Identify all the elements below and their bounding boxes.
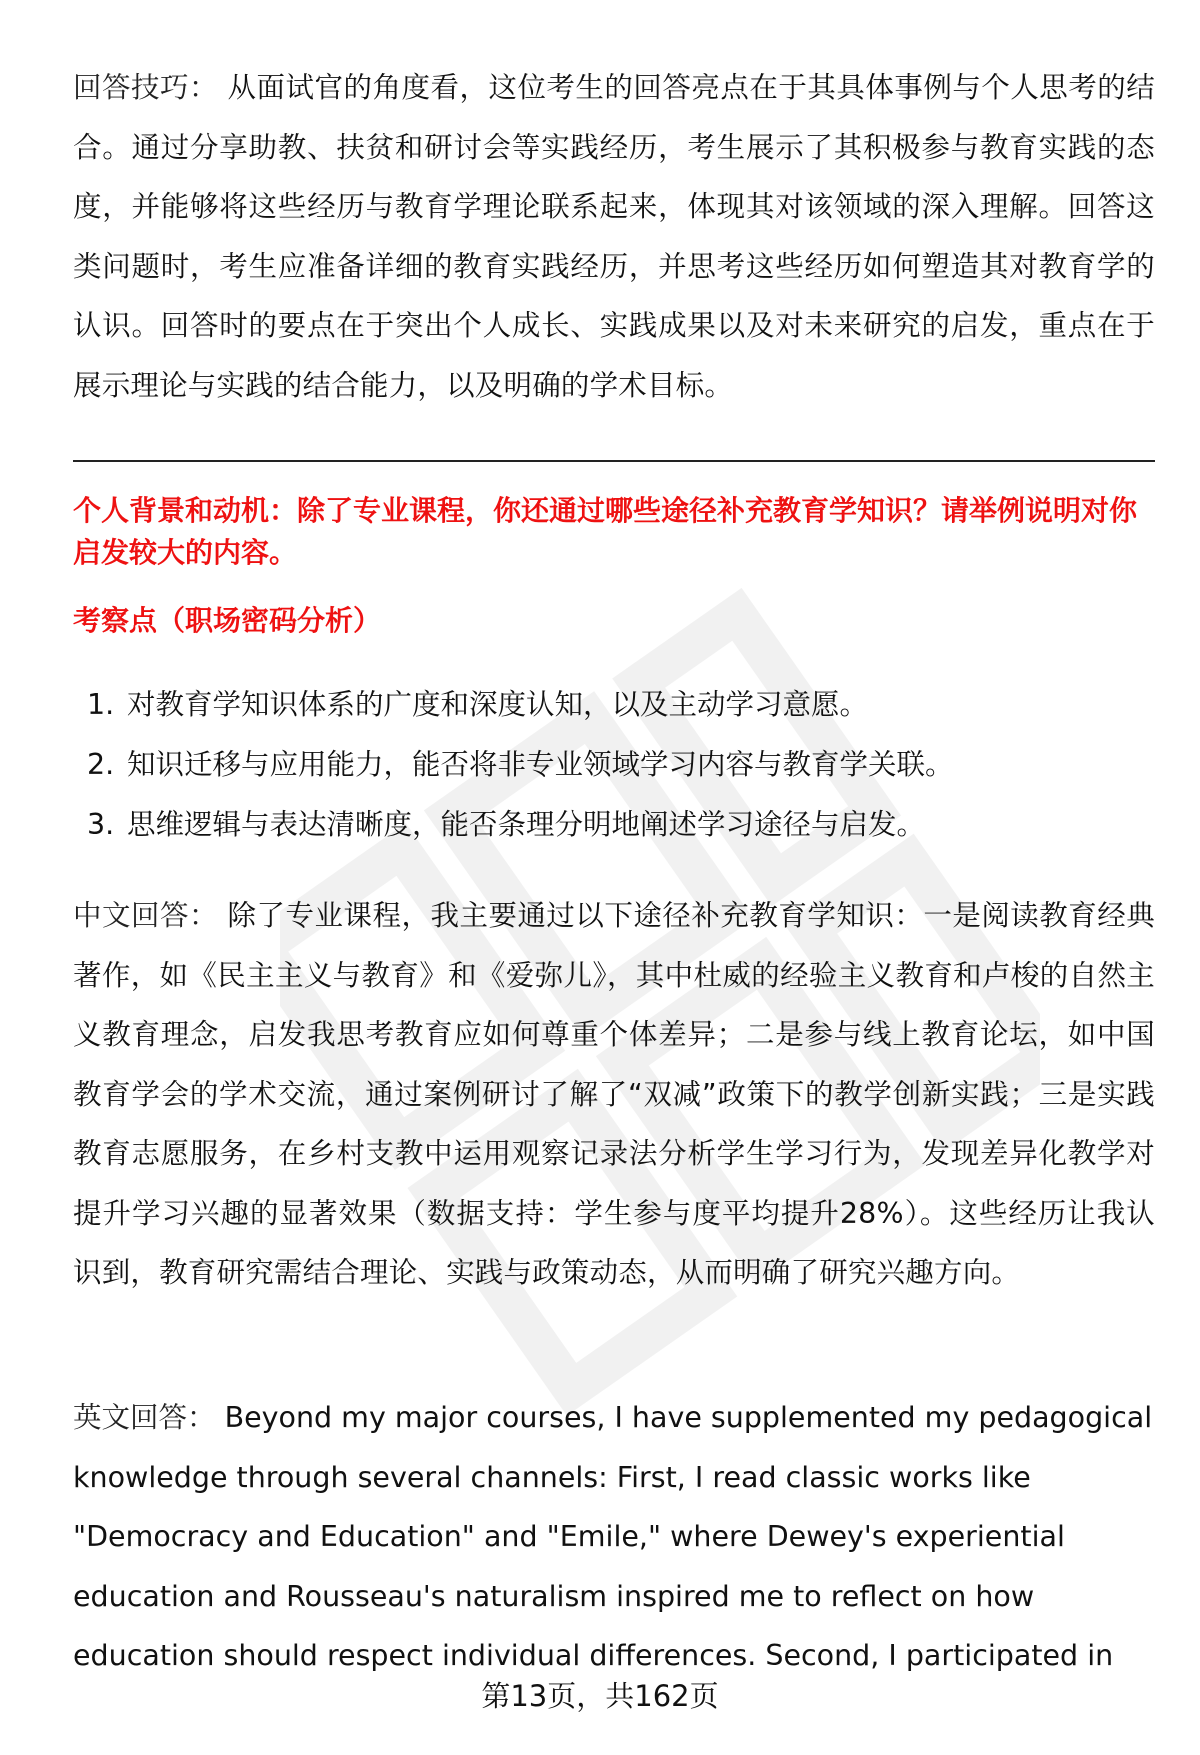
list-item-number: 3. <box>87 808 115 841</box>
answer-tip-section <box>73 58 1155 415</box>
list-item-text: 思维逻辑与表达清晰度，能否条理分明地阐述学习途径与启发。 <box>127 808 926 841</box>
list-item-text: 知识迁移与应用能力，能否将非专业领域学习内容与教育学关联。 <box>127 748 954 781</box>
list-item <box>73 675 1155 735</box>
assessment-title: 考察点（职场密码分析） <box>73 604 382 637</box>
list-item-number: 1. <box>87 688 115 721</box>
list-item-number: 2. <box>87 748 115 781</box>
english-answer-paragraph <box>73 1388 1155 1686</box>
page-footer: 第13页，共162页 <box>481 1679 719 1713</box>
chinese-answer-text: 除了专业课程，我主要通过以下途径补充教育学知识：一是阅读教育经典著作，如《民主主义与教育》和《爱弥儿》，其中杜威的经验主义教育和卢梭的自然主义教育理念，启发我思考教育应如何尊重个体差异；二是参与线上教育论坛，如中国教育学会的学术交流，通过案例研讨了解了“双减”政策下的教学创新实践；三是实践教育志愿服务，在乡村支教中运用观察记录法分析学生学习行为，发现差异化教学对提升学习兴趣的显著效果（数据支持：学生参与度平均提升28%）。这些经历让我认识到，教育研究需结合理论、实践与政策动态，从而明确了研究兴趣方向。 <box>73 899 1155 1289</box>
english-answer-section <box>73 1388 1155 1686</box>
assessment-points-list <box>73 675 1155 855</box>
answer-tip-paragraph <box>73 58 1155 415</box>
chinese-answer-label: 中文回答： <box>73 899 218 932</box>
chinese-answer-paragraph <box>73 886 1155 1303</box>
list-item <box>73 795 1155 855</box>
section-divider <box>73 460 1155 462</box>
english-answer-text: Beyond my major courses, I have supplemented my pedagogical knowledge through several channels: First, I read classic works like "Democracy and Education" and "Emile," where Dewey's experiential education and Rousseau's naturalism inspired me to reflect on how education should respect individual differences. Second, I participated in <box>73 1401 1153 1672</box>
answer-tip-label: 回答技巧： <box>73 71 218 104</box>
list-item <box>73 735 1155 795</box>
list-item-text: 对教育学知识体系的广度和深度认知，以及主动学习意愿。 <box>127 688 869 721</box>
chinese-answer-section <box>73 886 1155 1303</box>
answer-tip-text: 从面试官的角度看，这位考生的回答亮点在于其具体事例与个人思考的结合。通过分享助教、扶贫和研讨会等实践经历，考生展示了其积极参与教育实践的态度，并能够将这些经历与教育学理论联系起来，体现其对该领域的深入理解。回答这类问题时，考生应准备详细的教育实践经历，并思考这些经历如何塑造其对教育学的认识。回答时的要点在于突出个人成长、实践成果以及对未来研究的启发，重点在于展示理论与实践的结合能力，以及明确的学术目标。 <box>73 71 1155 402</box>
question-heading: 个人背景和动机：除了专业课程，你还通过哪些途径补充教育学知识？请举例说明对你启发较大的内容。 <box>73 494 1138 569</box>
english-answer-label: 英文回答： <box>73 1401 216 1434</box>
